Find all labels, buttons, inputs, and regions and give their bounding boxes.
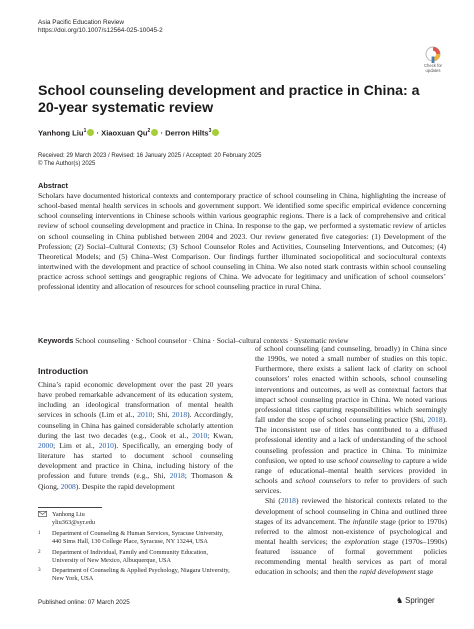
abstract-heading: Abstract [38,181,68,190]
published-online-date: Published online: 07 March 2025 [38,599,130,606]
springer-horse-icon: ♞ [396,596,404,605]
citation-link[interactable]: 2010 [98,440,114,450]
mail-icon [38,511,47,521]
doi-link[interactable]: https://doi.org/10.1007/s12564-025-10045-2 [38,27,163,34]
check-for-label: Check for [424,63,442,68]
introduction-heading: Introduction [38,366,89,376]
paragraph [255,344,447,496]
affiliation-note [38,567,233,583]
affiliation-mark: 1 [38,529,41,536]
affiliation-mark: 3 [38,567,41,574]
body-text: ; Shi, [152,410,172,420]
body-text: Shi ( [265,496,281,506]
correspondence-name: Yanhong Liu [52,511,85,518]
body-text: stage (prior to 1970s) referred to the almost non-existence of psychological and mental health services; the [255,516,447,546]
affiliation-text: Department of Counseling & Applied Psychology, Niagara University, New York, USA [52,567,230,583]
footnote-divider [38,507,102,508]
body-text: ; Lim et al., [53,440,99,450]
affiliation-text: Department of Counseling & Human Services, Syracuse University, 440 Sims Hall, 130 College Place, Syracuse, NY 13244, USA [52,529,224,545]
emphasis: rapid development [359,567,416,577]
author-separator: · [160,128,163,138]
author-affiliation-mark: 3 [208,128,212,134]
abstract-text: Scholars have documented historical contexts and contemporary practice of school counseling in China, highlighting the increase of school-based mental health services in schools and government support. We identified some specific empirical evidence concerning school counseling interventions in Chinese schools within various geographic regions. There is a lack of comprehensive and critical review of school counseling development and practice in China. In response to the gap, we performed a systematic review of articles on school counseling in China published between 2004 and 2023. Our review generated five categories: (1) Development of the Profession; (2) Social–Cultural Contexts; (3) School Counselor Roles and Activities, Counseling Interventions, and Outcomes; (4) Theoretical Models; and (5) China–West Comparison. Our findings further illuminated sociopolitical and sociocultural contexts intertwined with the development and practice of school counseling in China. We also noted stark contrasts within school counseling practice across school settings and geographic regions of China. We advocate for legitimacy and unification of school counselors’ professional identity and allocation of resources for school counseling practice in rural China. [38,191,446,292]
author-name[interactable]: Yanhong Liu [38,128,84,138]
correspondence-email[interactable]: yliu363@syr.edu [52,518,96,526]
date-history: Received: 29 March 2023 / Revised: 16 January 2025 / Accepted: 20 February 2025 [38,153,262,159]
author-separator: · [96,128,99,138]
paragraph [255,496,447,577]
author-affiliation-mark: 1 [83,128,87,134]
footnotes [38,511,233,586]
emphasis: school counseling [338,455,393,465]
citation-link[interactable]: 2000 [38,440,54,450]
correspondence-note [38,511,233,527]
citation-link[interactable]: 2010 [137,410,153,420]
crossmark-icon [425,46,441,64]
body-text: ). Accordingly, counseling in China has gained considerable scholarly attention during the last two decades (e.g., Cook et al., [38,410,233,440]
affiliation-text: Department of Individual, Family and Community Education, University of New Mexico, Albuquerque, USA [52,548,208,564]
citation-link[interactable]: 2010 [192,430,208,440]
body-text: to refer to providers of such services. [255,476,447,496]
updates-label: updates [425,67,441,73]
affiliation-note [38,530,233,546]
body-text: stage (1970s–1990s) featured issuance of formal government policies recommending mental health services as part of moral education in schools; and then the [255,536,447,577]
article-dates [38,152,261,168]
body-text: ). Despite the rapid development [75,481,175,491]
citation-link[interactable]: 2018 [427,415,443,425]
citation-link[interactable]: 2018 [169,471,185,481]
check-for-updates-badge[interactable] [421,46,445,73]
body-text: to capture a wide range of educational–mental health services provided in schools and [255,455,447,486]
emphasis: exploration [344,536,380,546]
body-text: ) reviewed the historical contexts related to the development of school counseling in China and outlined three stages of its advancement. The [255,496,447,526]
citation-link[interactable]: 2018 [172,410,188,420]
publisher-name: Springer [405,596,435,605]
body-text: of school counseling (and counseling, broadly) in China since the 1990s, we noted a small number of studies on this topic. Furthermore, there exists a salient lack of clarity on school counselors’ roles enacted within schools, school counseling interventions and outcomes, as well as contextual factors that impact school counseling practice in China. We noted various professional titles capturing responsibilities which seemingly fall under the scope of school counseling practice (Shi, [255,344,447,425]
publisher-logo [396,596,435,605]
author-name[interactable]: Xiaoxuan Qu [101,128,148,138]
body-text: China’s rapid economic development over the past 20 years have probed remarkable advancement of its education system, including an ideological transformation of mental health services in schools (Lim et al., [38,380,233,420]
emphasis: infantile [352,516,378,526]
affiliation-mark: 2 [38,548,41,555]
body-column-right [255,344,447,578]
keywords-list: School counseling · School counselor · China · Social–cultural contexts · Systematic review [75,336,349,345]
keywords-label: Keywords [38,336,74,345]
article-title: School counseling development and practice in China: a 20-year systematic review [38,83,420,116]
copyright-notice: © The Author(s) 2025 [38,161,96,167]
journal-header [38,19,163,35]
body-text: ). The inconsistent use of titles has contributed to a diffused professional identity and a lack of understanding of the school counseling profession and practice in China. To minimize confusion, we opted to use [255,415,447,465]
emphasis: school counselors [295,476,352,486]
body-text: ; Thomason & Qiong, [38,471,233,491]
orcid-icon[interactable] [151,129,158,136]
author-list [38,126,219,139]
affiliation-note [38,549,233,565]
body-text: ). Specifically, an emerging body of literature has started to document school counseling development and practice in China, including history of the profession and future trends (e.g., Shi, [38,440,234,481]
body-text: stage [415,567,434,577]
body-text: ; Kwan, [207,430,233,440]
body-column-left [38,380,233,492]
orcid-icon[interactable] [212,129,219,136]
author-affiliation-mark: 2 [147,128,151,134]
journal-name: Asia Pacific Education Review [38,19,124,26]
citation-link[interactable]: 2008 [60,481,76,491]
citation-link[interactable]: 2018 [280,496,296,506]
orcid-icon[interactable] [87,129,94,136]
author-name[interactable]: Derron Hilts [165,128,209,138]
